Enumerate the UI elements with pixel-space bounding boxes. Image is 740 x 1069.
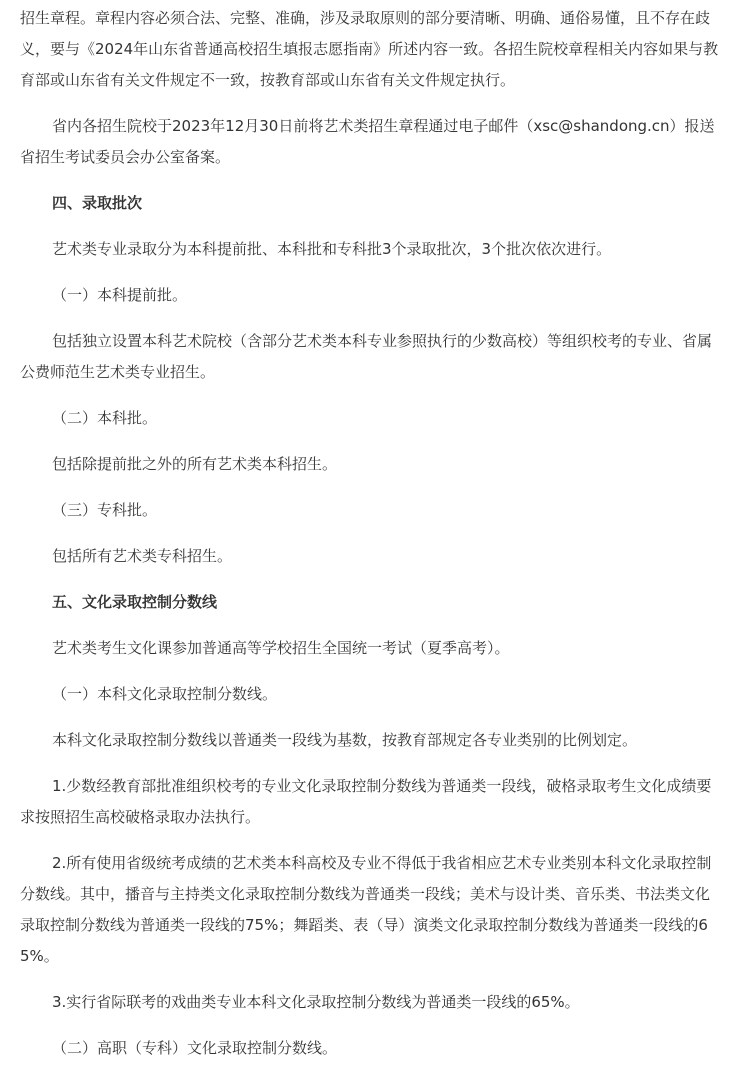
paragraph-vocational-batch-detail: 包括所有艺术类专科招生。 [52,547,233,565]
subheading-undergraduate-batch: （二）本科批。 [52,409,158,427]
subheading-vocational-batch: （三）专科批。 [52,501,158,519]
section-heading-cultural-score-lines: 五、文化录取控制分数线 [52,593,218,611]
article-body [20,3,720,1064]
paragraph-undergraduate-batch-detail: 包括除提前批之外的所有艺术类本科招生。 [52,455,338,473]
section-heading-admission-batches: 四、录取批次 [52,194,143,212]
paragraph-rule-1: 1.少数经教育部批准组织校考的专业文化录取控制分数线为普通类一段线，破格录取考生文化成绩要求按照招生高校破格录取办法执行。 [20,777,712,826]
paragraph-cultural-exam: 艺术类考生文化课参加普通高等学校招生全国统一考试（夏季高考）。 [52,639,510,657]
paragraph-score-line-basis: 本科文化录取控制分数线以普通类一段线为基数，按教育部规定各专业类别的比例划定。 [52,731,638,749]
subheading-early-batch: （一）本科提前批。 [52,286,188,304]
subheading-undergraduate-score-line: （一）本科文化录取控制分数线。 [52,685,278,703]
paragraph-charter-filing: 省内各招生院校于2023年12月30日前将艺术类招生章程通过电子邮件（xsc@shandong.cn）报送省招生考试委员会办公室备案。 [20,117,715,166]
paragraph-early-batch-detail: 包括独立设置本科艺术院校（含部分艺术类本科专业参照执行的少数高校）等组织校考的专业、省属公费师范生艺术类专业招生。 [20,332,713,381]
subheading-vocational-score-line: （二）高职（专科）文化录取控制分数线。 [52,1039,338,1057]
paragraph-rule-2: 2.所有使用省级统考成绩的艺术类本科高校及专业不得低于我省相应艺术专业类别本科文化录取控制分数线。其中，播音与主持类文化录取控制分数线为普通类一段线；美术与设计类、音乐类、书法类文化录取控制分数线为普通类一段线的75%；舞蹈类、表（导）演类文化录取控制分数线为普通类一段线的65%。 [20,854,712,965]
paragraph-rule-3: 3.实行省际联考的戏曲类专业本科文化录取控制分数线为普通类一段线的65%。 [52,993,580,1011]
paragraph-batch-overview: 艺术类专业录取分为本科提前批、本科批和专科批3个录取批次，3个批次依次进行。 [52,240,612,258]
paragraph-charter-requirements: 招生章程。章程内容必须合法、完整、准确，涉及录取原则的部分要清晰、明确、通俗易懂，且不存在歧义，要与《2024年山东省普通高校招生填报志愿指南》所述内容一致。各招生院校章程相关内容如果与教育部或山东省有关文件规定不一致，按教育部或山东省有关文件规定执行。 [20,9,719,89]
